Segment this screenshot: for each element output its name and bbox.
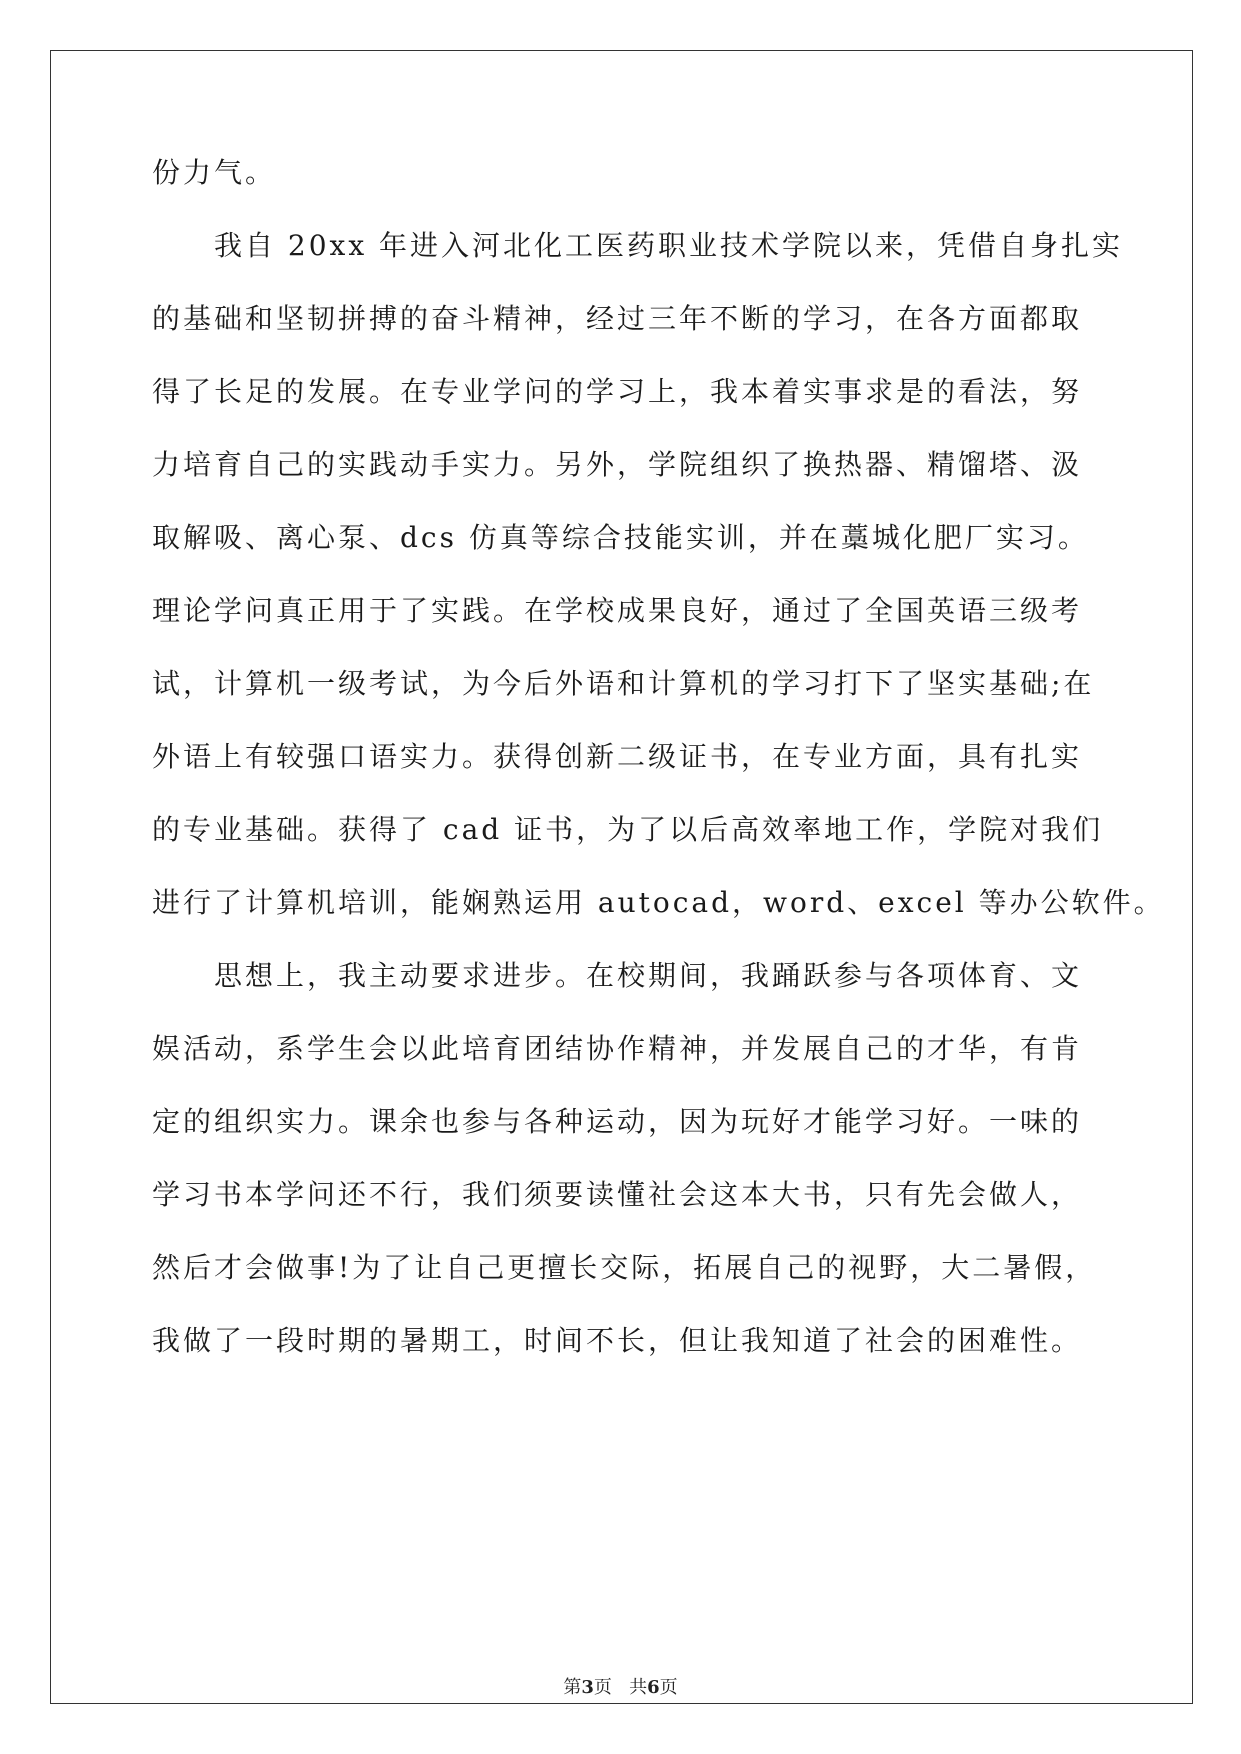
text-line: 我自 20xx 年进入河北化工医药职业技术学院以来，凭借自身扎实 [152,229,1124,262]
text-line: 取解吸、离心泵、dcs 仿真等综合技能实训，并在藁城化肥厂实习。 [152,521,1089,554]
page-current: 3 [581,1677,594,1698]
page-suffix: 页 [593,1677,612,1698]
text-line: 然后才会做事!为了让自己更擅长交际，拓展自己的视野，大二暑假， [152,1251,1097,1284]
text-line: 得了长足的发展。在专业学问的学习上，我本着实事求是的看法，努 [152,375,1083,408]
page-footer [0,1677,1241,1699]
text-line: 试，计算机一级考试，为今后外语和计算机的学习打下了坚实基础;在 [152,667,1095,700]
total-suffix: 页 [659,1677,678,1698]
page-border [50,50,1193,1704]
text-line: 娱活动，系学生会以此培育团结协作精神，并发展自己的才华，有肯 [152,1032,1083,1065]
total-prefix: 共 [629,1677,648,1698]
text-line: 我做了一段时期的暑期工，时间不长，但让我知道了社会的困难性。 [152,1324,1083,1357]
text-line: 学习书本学问还不行，我们须要读懂社会这本大书，只有先会做人， [152,1178,1083,1211]
text-line: 进行了计算机培训，能娴熟运用 autocad，word、excel 等办公软件。 [152,886,1165,919]
page-total: 6 [647,1677,660,1698]
text-line: 理论学问真正用于了实践。在学校成果良好，通过了全国英语三级考 [152,594,1083,627]
text-line: 的专业基础。获得了 cad 证书，为了以后高效率地工作，学院对我们 [152,813,1104,846]
text-line: 力培育自己的实践动手实力。另外，学院组织了换热器、精馏塔、汲 [152,448,1083,481]
text-line: 份力气。 [152,156,277,189]
page-prefix: 第 [563,1677,582,1698]
text-line: 的基础和坚韧拼搏的奋斗精神，经过三年不断的学习，在各方面都取 [152,302,1083,335]
text-line: 思想上，我主动要求进步。在校期间，我踊跃参与各项体育、文 [152,959,1083,992]
text-line: 定的组织实力。课余也参与各种运动，因为玩好才能学习好。一味的 [152,1105,1083,1138]
text-line: 外语上有较强口语实力。获得创新二级证书，在专业方面，具有扎实 [152,740,1083,773]
